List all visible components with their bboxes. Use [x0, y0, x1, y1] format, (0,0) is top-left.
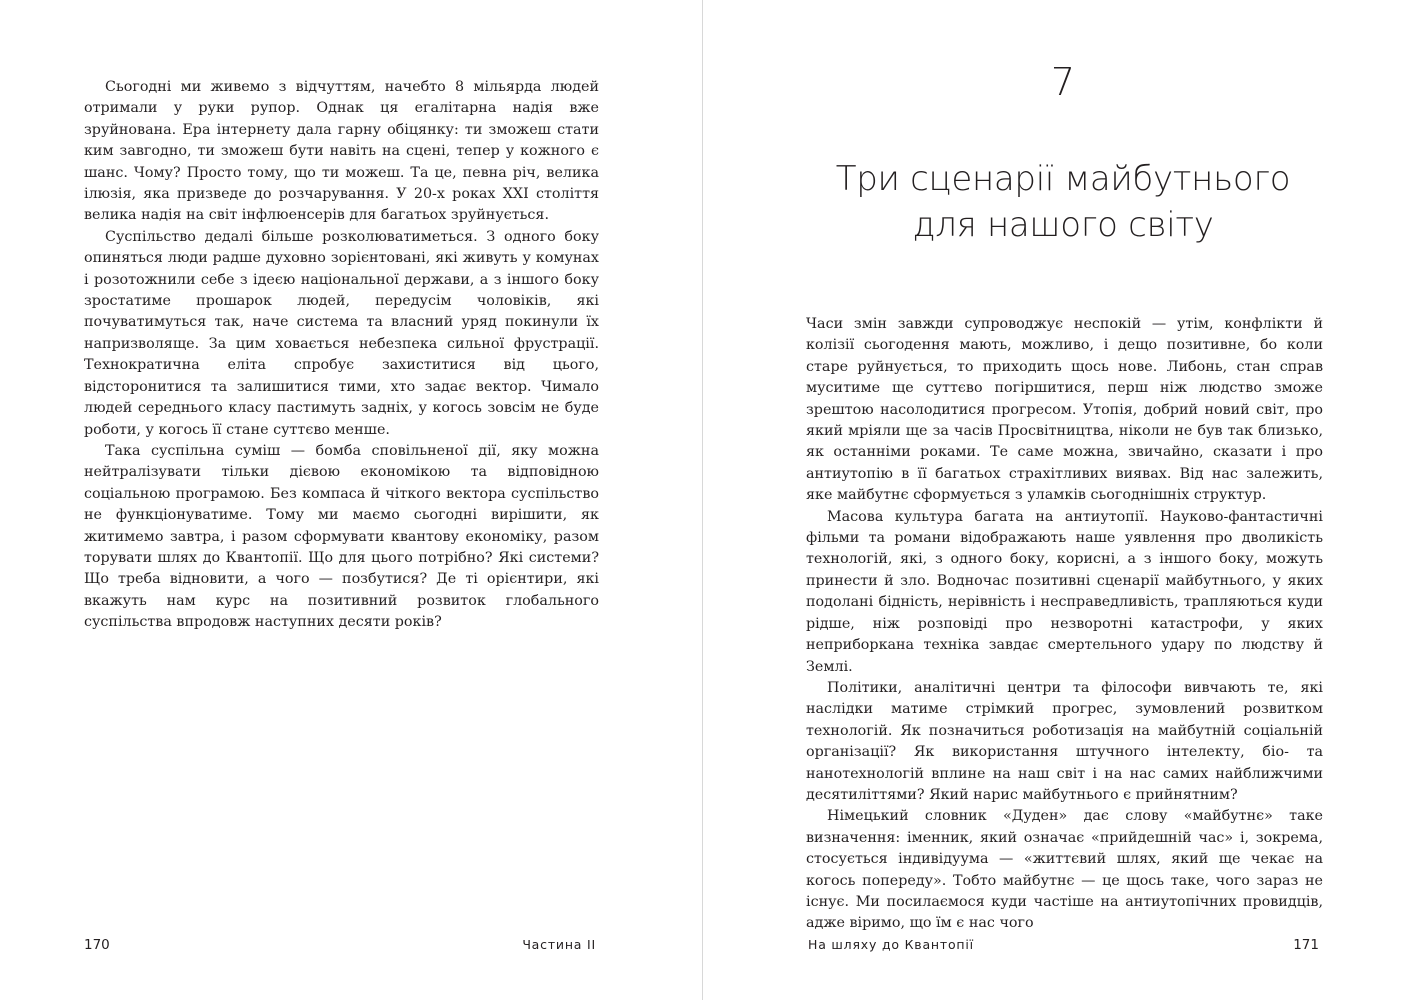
page-number: 170: [84, 937, 110, 953]
chapter-title: [702, 156, 1404, 248]
right-page: [702, 0, 1404, 1000]
running-head: На шляху до Квантопії: [808, 937, 974, 952]
chapter-title-line: для нашого світу: [912, 205, 1214, 245]
running-head: Частина II: [522, 937, 596, 952]
paragraph: Німецький словник «Дуден» дає слову «майбутнє» таке визначення: іменник, який означає «прийдешній час» і, зокрема, стосується індивідуума — «життєвий шлях, який ще чекає на когось попереду». Тобто майбутнє — це щось таке, чого зараз не існує. Ми посилаємося куди частіше на антиутопічних провидців, адже віримо, що їм є нас чого: [806, 808, 1323, 932]
page-number: 171: [1293, 937, 1319, 953]
chapter-title-line: Три сценарії майбутнього: [835, 159, 1291, 199]
paragraph: Часи змін завжди супроводжує неспокій — утім, конфлікти й колізії сьогодення мають, можливо, і дещо позитивне, бо коли старе руйнується, то приходить щось нове. Либонь, стан справ муситиме ще суттєво погіршитися, перш ніж людство зможе зрештою насолодитися прогресом. Утопія, добрий новий світ, про який мріяли ще за часів Просвітництва, ніколи не був так близько, як останніми роками. Те саме можна, звичайно, сказати і про антиутопію в її багатьох страхітливих виявах. Від нас залежить, яке майбутнє сформується з уламків сьогоднішніх структур.: [806, 316, 1323, 504]
paragraph: Така суспільна суміш — бомба сповільненої дії, яку можна нейтралізувати тільки дієвою економікою та відповідною соціальною програмою. Без компаса й чіткого вектора суспільство не функціонуватиме. Тому ми маємо сьогодні вирішити, як житимемо завтра, і разом сформувати квантову економіку, разом торувати шлях до Квантопії. Що для цього потрібно? Які системи? Що треба відновити, а чого — позбутися? Де ті орієнтири, які вкажуть нам курс на позитивний розвиток глобального суспільства впродовж наступних десяти років?: [84, 442, 599, 631]
paragraph: Масова культура багата на антиутопії. Науково-фантастичні фільми та романи відображають наше уявлення про дволикість технологій, які, з одного боку, корисні, а з іншого боку, можуть принести й зло. Водночас позитивні сценарії майбутнього, у яких подолані бідність, нерівність і несправедливість, трапляються куди рідше, ніж розповіді про незворотні катастрофи, у яких неприборкана техніка завдає смертельного удару по людству й Землі.: [806, 508, 1323, 675]
chapter-number: 7: [1050, 60, 1076, 104]
paragraph: Сьогодні ми живемо з відчуттям, начебто 8 мільярда людей отримали у руки рупор. Однак ця егалітарна надія вже зруйнована. Ера інтернету дала гарну обіцянку: ти зможеш стати ким завгодно, ти зможеш бути навіть на сцені, тепер у кожного є шанс. Чому? Просто тому, що ти можеш. Та це, певна річ, велика ілюзія, яка призведе до розчарування. У 20-х роках XXI століття велика надія на світ інфлюенсерів для багатьох зруйнується.: [84, 79, 599, 224]
paragraph: Суспільство дедалі більше розколюватиметься. З одного боку опиняться люди радше духовно зорієнтовані, які живуть у комунах і розотожнили себе з ідеєю національної держави, а з іншого боку зростатиме прошарок людей, передусім чоловіків, які почуватимуться так, наче система та власний уряд покинули їх напризволяще. За цим ховається небезпека сильної фрустрації. Технократична еліта спробує захиститися від цього, відсторонитися та залишитися тими, хто задає вектор. Чимало людей середнього класу пастимуть задніх, у когось зовсім не буде роботи, у когось її стане суттєво менше.: [84, 228, 599, 438]
left-page-body: [84, 77, 599, 634]
right-page-body: [806, 314, 1323, 935]
paragraph: Політики, аналітичні центри та філософи вивчають те, які наслідки матиме стрімкий прогрес, зумовлений розвитком технологій. Як позначиться роботизація на майбутній соціальній організації? Як використання штучного інтелекту, біо- та нанотехнологій вплине на наш світ і на нас самих найближчими десятиліттями? Який нарис майбутнього є прийнятним?: [806, 679, 1323, 803]
